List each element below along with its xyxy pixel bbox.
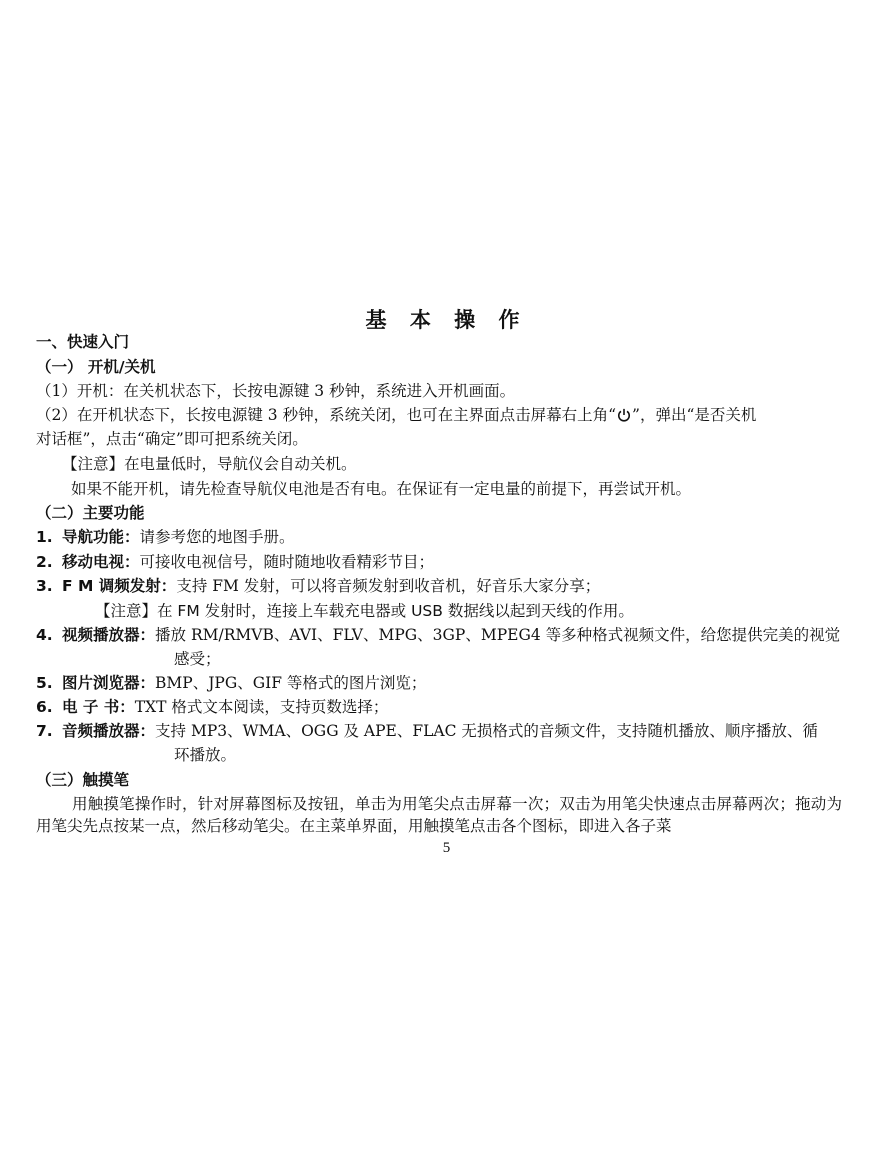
power-icon <box>617 408 631 422</box>
power-off-text-part1: （2）在开机状态下，长按电源键 3 秒钟，系统关闭，也可在主界面点击屏幕右上角“ <box>36 406 617 424</box>
feature-number: 4. <box>36 626 53 644</box>
feature-item <box>36 575 600 597</box>
page-title: 基 本 操 作 <box>365 308 528 332</box>
feature-text: 播放 RM/RMVB、AVI、FLV、MPG、3GP、MPEG4 等多种格式视频文件，给您提供完美的视觉 <box>155 626 841 644</box>
feature-label: 电 子 书： <box>62 698 135 716</box>
feature-text: 支持 MP3、WMA、OGG 及 APE、FLAC 无损格式的音频文件，支持随机播放、顺序播放、循 <box>155 722 818 740</box>
feature-label: F M 调频发射： <box>62 577 177 595</box>
feature-item <box>36 624 840 646</box>
feature-text: BMP、JPG、GIF 等格式的图片浏览； <box>155 674 427 692</box>
power-off-instruction-cont: 对话框”，点击“确定”即可把系统关闭。 <box>36 430 308 448</box>
subsection-heading-power: （一） 开机/关机 <box>36 358 156 376</box>
feature-label: 导航功能： <box>62 528 140 546</box>
feature-number: 1. <box>36 528 53 546</box>
feature-item <box>36 672 426 694</box>
section-heading-quick-start: 一、快速入门 <box>36 333 130 351</box>
power-on-instruction: （1）开机：在关机状态下，长按电源键 3 秒钟，系统进入开机画面。 <box>36 382 516 400</box>
power-off-text-part2: ”，弹出“是否关机 <box>632 406 757 424</box>
subsection-heading-features: （二）主要功能 <box>36 504 145 522</box>
feature-number: 7. <box>36 722 53 740</box>
feature-item <box>36 696 388 718</box>
feature-label: 移动电视： <box>62 553 140 571</box>
feature-label: 图片浏览器： <box>62 674 156 692</box>
power-troubleshoot-note: 如果不能开机，请先检查导航仪电池是否有电。在保证有一定电量的前提下，再尝试开机。 <box>71 480 692 498</box>
feature-item <box>36 551 434 573</box>
power-off-instruction <box>36 404 756 426</box>
fm-antenna-note: 【注意】在 FM 发射时，连接上车载充电器或 USB 数据线以起到天线的作用。 <box>95 602 634 620</box>
feature-text: 支持 FM 发射，可以将音频发射到收音机，好音乐大家分享； <box>176 577 601 595</box>
subsection-heading-stylus: （三）触摸笔 <box>36 771 130 789</box>
feature-number: 5. <box>36 674 53 692</box>
feature-text-cont: 环播放。 <box>174 746 237 764</box>
feature-text: 可接收电视信号，随时随地收看精彩节目； <box>139 553 435 571</box>
feature-number: 6. <box>36 698 53 716</box>
feature-item <box>36 526 295 548</box>
feature-text: TXT 格式文本阅读，支持页数选择； <box>134 698 389 716</box>
page-number: 5 <box>442 840 451 856</box>
low-battery-note: 【注意】在电量低时，导航仪会自动关机。 <box>62 455 357 473</box>
feature-number: 3. <box>36 577 53 595</box>
feature-number: 2. <box>36 553 53 571</box>
feature-label: 视频播放器： <box>62 626 156 644</box>
feature-text-cont: 感受； <box>174 650 221 668</box>
stylus-paragraph: 用触摸笔操作时，针对屏幕图标及按钮，单击为用笔尖点击屏幕一次；双击为用笔尖快速点击屏幕两次；拖动为用笔尖先点按某一点，然后移动笔尖。在主菜单界面，用触摸笔点击各个图标，即进入各子菜 <box>36 795 842 835</box>
feature-item <box>36 720 818 742</box>
feature-text: 请参考您的地图手册。 <box>139 528 295 546</box>
feature-label: 音频播放器： <box>62 722 156 740</box>
